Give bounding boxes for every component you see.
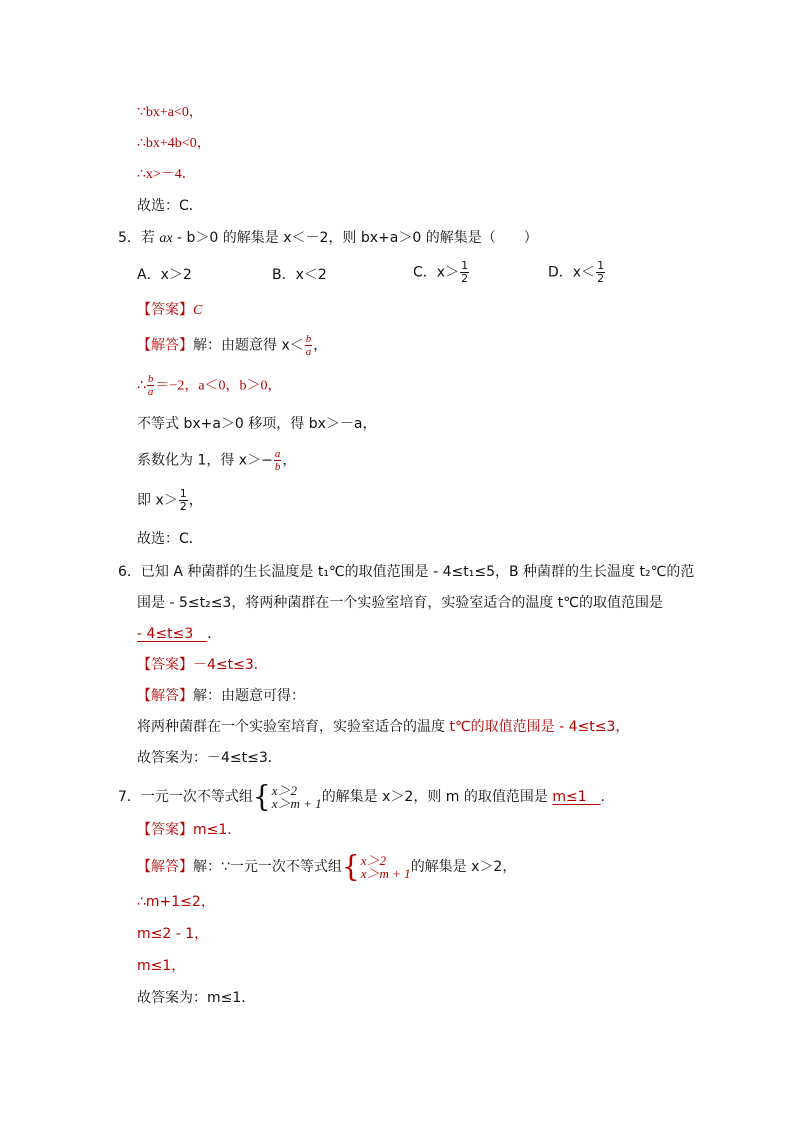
solve-label: 【解答】: [137, 688, 193, 704]
fraction-numerator: b: [305, 333, 312, 345]
solution-line: ∴bx+4b<0，: [137, 136, 211, 151]
answer-label: 【答案】: [137, 822, 193, 838]
blank-end: ．: [207, 626, 222, 642]
fraction: [460, 260, 469, 285]
solution-text: 系数化为 1，得 x＞−: [137, 452, 273, 469]
solve-label: 【解答】: [137, 859, 193, 875]
answer-value: m≤1．: [193, 822, 242, 838]
solution-text: ＝−2，a＜0，b＞0，: [155, 378, 282, 394]
answer-blank: m≤1: [552, 789, 601, 805]
inequality-system: [252, 779, 322, 814]
fraction-numerator: 1: [597, 259, 605, 272]
fraction: [179, 488, 188, 513]
q6-solution-line-1: [137, 687, 305, 705]
fraction-numerator: a: [274, 448, 281, 460]
q5-solution-line-5: 即 x＞ $\frac{1}{2}$ ，: [137, 487, 203, 513]
q7-stem-post: 的解集是 x＞2，则 m 的取值范围是: [321, 789, 553, 805]
question-5-stem: [118, 229, 538, 248]
q5-option-d-label: D．x＜: [548, 264, 596, 281]
fraction-denominator: 2: [461, 272, 469, 285]
fraction-denominator: 2: [597, 272, 605, 285]
solution-line: ∴x>－4．: [137, 167, 196, 182]
q5-solution-line-1: 【解答】解：由题意得 x＜ $\frac{b}{a}$ ，: [137, 333, 328, 358]
system-row: x＞m + 1: [271, 796, 322, 811]
answer-value: C: [193, 303, 203, 318]
solve-text: 解：∵一元一次不等式组: [193, 859, 342, 875]
fraction-numerator: b: [147, 373, 154, 385]
fraction-denominator: a: [147, 386, 154, 398]
q6-solution-line-2: [137, 718, 629, 736]
question-6-stem-line-2: 围是 - 5≤t₂≤3，将两种菌群在一个实验室培育，实验室适合的温度 t℃的取值范围是: [137, 595, 663, 611]
question-6-stem-line-1: 6．已知 A 种菌群的生长温度是 t₁℃的取值范围是 - 4≤t₁≤5，B 种菌群的生长温度 t₂℃的范: [118, 564, 695, 580]
question-7-stem: [118, 779, 615, 814]
q5-option-a: A．x＞2: [137, 267, 192, 283]
brace-icon: {: [341, 849, 360, 884]
q7-answer: [137, 821, 241, 839]
answer-label: 【答案】: [137, 657, 193, 673]
solve-text: 的解集是 x＞2，: [410, 859, 517, 875]
fraction: [147, 373, 155, 398]
fraction: [305, 333, 313, 358]
fraction: [596, 260, 605, 285]
q7-solution-line-5: 故答案为：m≤1．: [137, 990, 256, 1006]
q5-option-c-label: C．x＞: [413, 264, 460, 281]
fraction: [274, 448, 282, 473]
q5-solution-line-6: 故选：C．: [137, 531, 203, 547]
q5-stem-math: ax: [159, 231, 173, 246]
q5-option-d: [548, 260, 606, 285]
system-row: x＞m + 1: [360, 866, 411, 881]
q7-solution-line-2: ∴m+1≤2，: [137, 894, 215, 910]
solution-line: 故选：C．: [137, 198, 203, 214]
brace-icon: {: [252, 779, 271, 814]
answer-blank: - 4≤t≤3: [137, 626, 208, 642]
question-6-blank-line: [137, 625, 221, 643]
solve-text: 解：由题意可得：: [193, 688, 305, 704]
system-row: x＞2: [271, 783, 298, 798]
q6-solution-line-3: 故答案为：－4≤t≤3．: [137, 750, 282, 766]
fraction-denominator: a: [305, 346, 312, 358]
q7-solution-line-3: m≤2 - 1，: [137, 926, 209, 942]
fraction-numerator: 1: [461, 259, 469, 272]
solve-text: 解：由题意得 x＜: [193, 337, 304, 354]
inequality-system: [341, 849, 411, 884]
solve-label: 【解答】: [137, 337, 193, 354]
blank-end: ．: [600, 789, 615, 805]
solution-line: ∵bx+a<0，: [137, 105, 203, 120]
solution-text-highlight: t℃的取值范围是 - 4≤t≤3，: [449, 719, 630, 735]
q5-solution-line-2: [137, 373, 282, 398]
solution-text: 将两种菌群在一个实验室培育，实验室适合的温度: [137, 719, 450, 735]
q5-stem-pre: 5．若: [118, 230, 160, 246]
fraction-numerator: 1: [179, 487, 187, 500]
solution-text: 即 x＞: [137, 492, 178, 509]
q5-solution-line-4: 系数化为 1，得 x＞− $\frac{a}{b}$ ，: [137, 448, 297, 473]
q6-answer: [137, 656, 268, 674]
q7-stem-pre: 7．一元一次不等式组: [118, 789, 253, 805]
fraction-denominator: 2: [179, 500, 187, 513]
q5-solution-line-3: 不等式 bx+a＞0 移项，得 bx＞－a，: [137, 416, 377, 432]
q5-stem-rest: - b＞0 的解集是 x＜－2，则 bx+a＞0 的解集是（ ）: [172, 230, 538, 246]
q7-solution-line-4: m≤1，: [137, 958, 186, 974]
answer-label: 【答案】: [137, 302, 193, 318]
system-row: x＞2: [360, 853, 387, 868]
q7-solution-line-1: [137, 849, 517, 884]
q5-option-b: B．x＜2: [272, 267, 327, 283]
q5-option-c: [413, 260, 470, 285]
fraction-denominator: b: [274, 461, 281, 473]
answer-value: －4≤t≤3．: [193, 657, 268, 673]
therefore: ∴: [137, 377, 146, 394]
q5-answer: [137, 301, 202, 320]
